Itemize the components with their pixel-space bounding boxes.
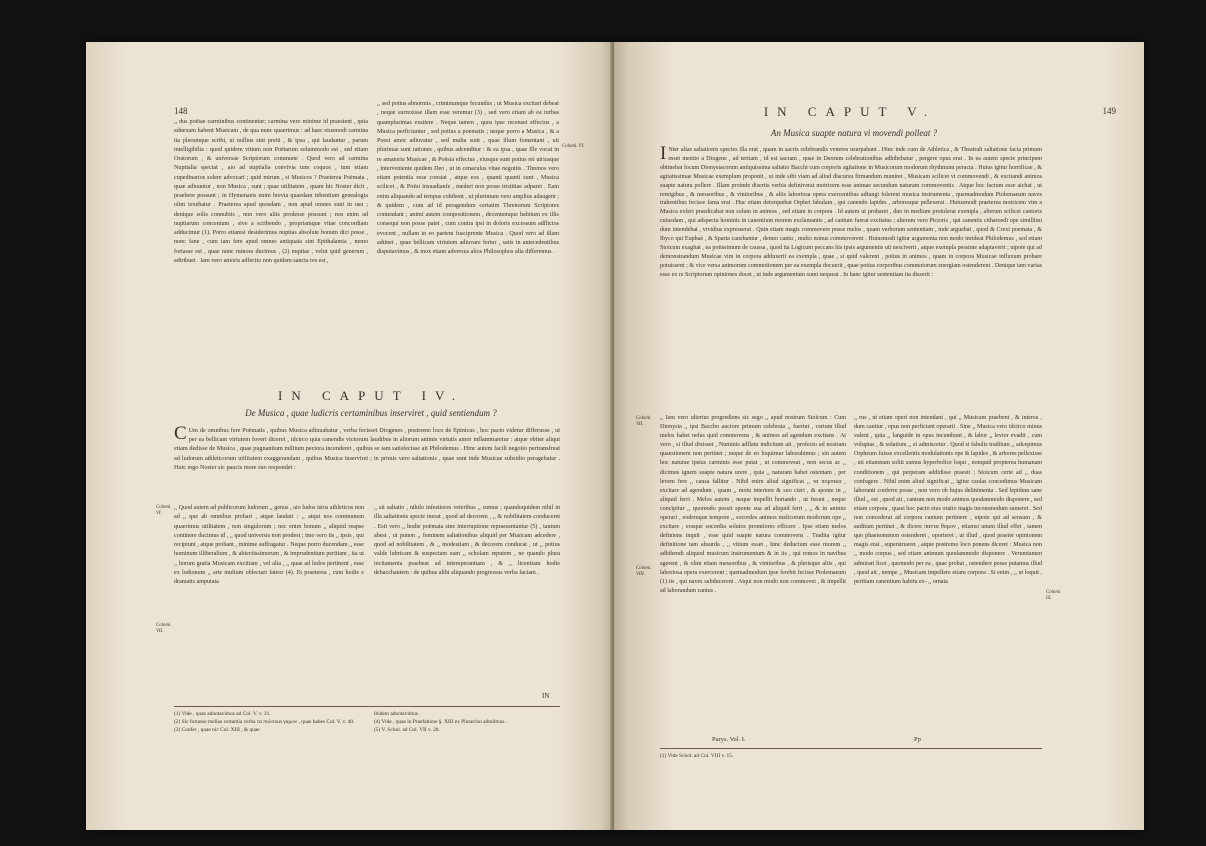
body-text: ,, dus poëtae carminibus continentur; carmina vero minime id praestent , quia adnexam habent Musicam , de qua nunc quaerimus : ad haec eiusmodi carmina ita plerumque scribi, ut nullius sint pretii , & ipsa , qui laudantur , parum intelligibilia : quod quidem vitium non Poëtarum solummodo est , sed etiam Oratorum , & universae Scriptorum commune . Quod vero ad carmina Nuptialia spectat , aio ad nuptialia convivia tum coquos , tum etiam cupedinarios solere advocari ; quid mirum , si Musicos ? Praeterea Poëmata , quae adiuuntur , non Musica , sunt ; quae utilitatem , quam hic Noster dicit , praebere possunt ; in Hymenaeis enim brevia quaedam inbentium genealogia olim texebatur . Praeterea apud quosdam , non apud omnes sunt in usu ; denique solis connubiis , non vero aliis prodesse possunt ; nos enim ad nuptiarum concentum , sive a scribendo , propriamque vitae concordiam adducimur (1). Porro etiamsi desiderimus nuptias absolute bonum dici posse , nunc fane , cum iam fere apud omnes antiquata sint Epithalamia , nemo fortasse est , quae nunc minora ducimus , (2) nuptias , velut quid generum , adtribuet . Iam vero amoris adfectio non quidem sancta res est , bbox=[174, 119, 368, 264]
marginal-note: Colomi. VII. bbox=[156, 623, 172, 634]
page-number: 149 bbox=[1102, 106, 1116, 116]
intro-paragraph bbox=[660, 143, 1042, 280]
chapter-heading: IN CAPUT V. bbox=[763, 104, 937, 119]
footnote: (4) Vide , quae in Praefatione §. XIII ex Plutarcho adtulimus . bbox=[374, 719, 508, 725]
footnote: (3) Confer , quae nic Col. XIII , & quae bbox=[174, 727, 260, 733]
chapter-heading: IN CAPUT IV. bbox=[278, 388, 464, 403]
catchword: IN bbox=[542, 692, 550, 700]
marginal-note: Colomi. IX. bbox=[1046, 590, 1062, 601]
top-column-right bbox=[377, 100, 559, 257]
drop-cap: C bbox=[174, 423, 187, 444]
drop-cap: I bbox=[660, 143, 667, 164]
body-text: ,, sit saltatio , nihilo infestiores veteribus ,, sumus ; quandoquidem nihil in illa saltationis specie inerat , quod ad decorem , ,, & nobilitatem conduceret . Esti vero ,, hodie poëmata sine interruptione repraesentantur (5) , tantum abest , ut putem ,, feminem saltationibus aliquid per Musicam adcedere , quod ad nobilitatem , & ,, modestiam , & decorem conducat , ut ,, potius valde lubricam & suspectam eam ,, scholam reputem , ne quando plura incitamenta praebeat ad intemperantiam , & ,, licentiam hodie debacchantem : de quibus alibi aliquando progressus verba faciam . bbox=[374, 505, 560, 576]
footnote-rule bbox=[660, 748, 1042, 749]
body-text: ,, rus , ut etiam operi non intendant , qui ,, Musicam praebent , & interea , dum canitur , opus non perficiant operarii . Sine ,, Musica vero idcirco minus valent , quia ,, languide in opus incumbunt , & labor ,, levior evadit , cum voluptas , & solatium ,, ei admiscetur . Quod si fabulis traditum ,, adcepimus Orpheum fuisse excellentis modulationis ope & lapides , & arbores pellexisse , uti etiamnum soliti sumus hyperbolice loqui , nonquid propterea humanam conditionem , qui perperam addidisse praesit ; Stoicum certe ad ,, duas confugere . Nihil enim aliud significat ,, igitur caulas concedimus Musicam laboranti conferre posse , non vero ob hujus delinimenta . Sed lepidum sane illud ,, est , quod ait , cantum non modo animos quodammodo disponere , sed etiam corpora , quasi hoc pacto eius oratio magis incommodum sumeret . Sed non concederat ad corpora cantum pertinere , utpote qui ad sensum , & auditum pertinet , & dicere παντα θυμον , etiamsi unum illud effet , tamen quo phaenomenon ostenderet , oporteret , ut illud , quod praeter opinionem magis erat , superstrueret , atque postremo loco ponens diceret : Musica non ,, modo corpus , sed etiam animum quodammodo disponere . Verumtamen admirari licet , quomodo per ea , quae probat , ostendere posse putamus illud , quod ait , nempe ,, Musicam impellere etiam corpora . Si enim , ,, ut loquit , peritiam canentium habitu ex- ,, ornata bbox=[854, 415, 1042, 585]
lower-column-right bbox=[374, 504, 560, 578]
left-page bbox=[86, 42, 614, 830]
footnote: (1) Vide Schol. ad Col. VIII v. 15. bbox=[660, 753, 734, 759]
footnotes-right bbox=[374, 710, 560, 734]
lower-column-right bbox=[854, 414, 1042, 587]
marginal-note: Colomi. VI. bbox=[156, 505, 172, 516]
chapter-subtitle: De Musica , quae ludicris certaminibus inserviret , quid sentiendum ? bbox=[245, 408, 497, 418]
marginal-note: Colomi. VIII. bbox=[636, 566, 652, 577]
footnote: (5) V. Schol. ad Col. VII v. 20. bbox=[374, 727, 440, 733]
footnotes-left bbox=[174, 710, 364, 734]
signature-letter: Pp bbox=[914, 736, 921, 743]
top-column-left bbox=[174, 118, 368, 266]
page-number: 148 bbox=[174, 106, 188, 116]
signature-mark: Parys. Vol. I. bbox=[712, 736, 746, 743]
marginal-note: Colomi. VI. bbox=[562, 144, 585, 149]
right-page bbox=[614, 42, 1144, 830]
body-text: ,, Quod autem ad publicorum ludorum ,, genus , aio ludos istos athleticos non ad ,, que ab omnibus probari , atque laudari : ,, atqui nos communem quaerimus utilitatem , non singulorum ; nec enim bonum ,, aliquid reapse continere ducimus id , ,, quod universis non prodest ; imo vero iis ,, ipsis , qui recipiunt , atque probant , minime suffragatur . Neque porro ducendam ,, esse hominum illiberalium , & abiectissimorum , & imprudentium peritiam , ita ut ,, horum gratia Musicam excitiam , vel alia , ,, quae ad ludos pertinent , esse ex ludionum ,, arte multum oblectari fateor (4). Et praeterea , cum hodie e dramatis amputata bbox=[174, 505, 364, 585]
footnote-rule bbox=[174, 706, 560, 707]
body-text: ,, sed potius abnormis , criminumque fecundus ; ut Musica excitari debeat , neque surrexisse illam esse veremur (3) , sed vero etiam ab ea turbas quamplurimas exsitere . Neque tamen , quos ipse recenset effectus , a Musica perficiuntur , sed potius a poematis ; neque porro a Musica , & a Poesi amor adiuvatur , sed multa sunt , quae illum fomentant , uti plurimae sunt rationes , quibus adcenditur : & ea ipsa , quae Ille vocat in re amatoria Musicae , & Poësia effectus , eiusque sunt potius rei utriusque , interveniente quidem Deo , ut in cenaculus vitae negotiis . Threnos vero etiam potentia esse constat , atque eos , quanti quanti sunt , Musica scilicet , & Poësi insuadianfe , mederi non posse tristitiae adparet . Eam enim aliquando ad tempus cohibent , ut plurimum vero amplius adaugent ; & quidem , cum ad id peragendum certatim Threnorum Scriptores contendant ; animi autem compositionem , decentemque habitum ex illis consequi non posse patet , cum contra ipsi in doloris excessum adflictos evocent , nullam in eo partem fusciprente Musica . Quod vero ad illam adtinet , quae bellicam virtutem adiuvare fertur , satis in antecedentibus disputavimus , & mox etiam adversus alios Philosophos alia differemus . bbox=[377, 101, 559, 255]
open-book bbox=[86, 42, 1144, 830]
lower-column-left bbox=[660, 414, 846, 596]
footnote: (2) Sic fortasse melius certamia verba τα πολιτικα γαμων , quae habes Col. V. v. 40. bbox=[174, 719, 355, 725]
footnote: ibidem adnotavimus . bbox=[374, 711, 421, 717]
body-text: Nter alias saltationis species illa erat , quam in sacris celebrandis veneres usurpabant . Hinc inde cum de Athletica , & Theatrali saltatione facta primum esset mentio a Diogene , ad tertiam , id est sacram , quae in Deorum celebrationibus adhibebatur , pergere opus erat . In ea autem specie principem obtinebat locum Dionysiacorum antiquissima saltatio Bacchi cum corporis agitatione in Musicorum modorum rhythmum peracta . Huius igitur horrificae , & agitatissimae Musicae exemplum proponit , ut inde sibi viam ad aliud discursu firmandum muniret , Musicam scilicet vi commovendi , & excitandi animos suapte natura pollere . Illam proinde disertis verbis definiverat motricem esse animae secundum naturam commoventis . Atque hoc factum esse aichat , ut remigibus , & messoribus , & vinitoribus , & aliis laboriosa opera exercentibus adiungi folerent musica instrumenta , quemadmodum Ptolemaeum naves trahentibus fecisse fama erat . Huc etiam detorquebat Orphei fabulam , qui canendo lapides , arboresque pellexerat . Huiusmodi praeterea motricem vim a Musica exferi praedicabat non solum in animos , sed etiam in corpora . Id autem ut probaret , duo in medium protulerat exempla , alterum scilicet cantoris cuiusdam , qui adspectu hominis in canentium morem exclamantis , ad cantum fuerat excitatus ; alterum vero Pictoris , qui canentis citharoedi ope simillimi dum intendebat , vividius expresserat . Quin etiam magis commovere posse melos , quam verborum sententiam , inde arguebat , quod & Crexi poemata , & Ibyco qui Euphaè , & Sparta canebantur , demto cantu , multo minus commoverent . Huiusmodi igitur argumenta non modo inrideat Philodemus , sed etiam Stoicum exagitat , ea potissimum de caussa , quod ita Logicum peccans his ipsis argumentis uti nesciverit , atque exempla pessime adaptaverit ; utpote qui ad demonstrandum Musicae vim in corpora adduxerit ea exempla , quae , si quid valerent , potius in animos , quam in corpora Musicae influxum probare potuissent ; & vice versa animorum commotionem per ea exempla docuerit , quae potius corporibus commotorum energiam ostenderent . Denique tam varias esse ex re Scriptorum opiniones docet , ut inde argumentum sumi nequeat . In hanc igitur sententiam ita disserit : bbox=[660, 147, 1042, 278]
marginal-note: Colomi. VII. bbox=[636, 416, 652, 427]
intro-paragraph bbox=[174, 423, 560, 472]
footnote: (1) Vide , quae adnotavimus ad Col. V. v. 31. bbox=[174, 711, 271, 717]
chapter-subtitle: An Musica suapte natura vi movendi polleat ? bbox=[770, 128, 938, 138]
body-text: ,, Iam vero ulterius progrediens sic sego ,, apud nostrum Stoicum : Cum Dionysia ,, ipsi Baccho auctore primum celebrata ,, fuerint , certum illud melos habet nefas quid commovens , & animos ad agendum excitans . At vero , si illud dixisset , Numinis adflatu indicitum ait , profecto ad nostram quaestionem non pertinet ; neque de eo loquimur laborabimus ; sin autem hoc naturae ipsius carminis esse putat , ut commoveat , non secus ac ,, dicimus ignem suapte natura urere , quia ,, naturam habet ostentam , per levem fere ,, causa fallitur . Nihil enim aliud significat ,, τα πομπικα , excitare ad agendum , quam ,, motu interiore & suo cieri , & sponte in ,, aliquid ferri . Melos autem , neque impellit hortando , ut ferant , neque concipitur ,, quomodo possit sponte sua ad aliquid ferri , ,, & in animis operari , eodemque tempore ,, socordes animos melicorum modorum ope ,, excitare , eosque socordia solutos promtiores efficere . Ipse etiam melos definiens inquit , esse quid suapte natura commovens . Tradita igitur definitione tam absurda , ,, vitium esset , hinc deductum esse morem ,, adhibendi aliquod musicum instrumentum & in iis , qui remos in navibus agerent , & olim etiam messoribus , & vinitoribus , & plerisque aliis , qui laboriosa opera exercerent ; quemadmodum ipse ferebit fecisse Ptolemaeum (1) iis , qui naves subducerent . Atqui non modo non commovet , & impellit ad laborandum cantus . bbox=[660, 415, 846, 594]
body-text: Um de omnibus fere Poëmatis , quibus Musica adiuuabatur , verba fecisset Diogenes , postremo loco de Epinicus , hoc pacto videtur differusse , ut per ea bellicam virtutem foveri diceret , idcirco quia canendis victorum laudibus in aliorum animis virtutis amor inflammaretur : atque obiter aliqui etiam dedisse de Musica , quae pugnantium militum pectora incenderet , quibus se iam satisfecisse ait Philodemus . Hinc autem facili negotio pertransfreat ad ludorum athleticorum utilitatem exaggerandam , quibus Musica inserviret ; in primis vero saltationis , quae sunt inde Musicae subsidio peragebatur . Huic ergo Noster sic paucis more suo respondet : bbox=[174, 427, 560, 471]
lower-column-left bbox=[174, 504, 364, 587]
